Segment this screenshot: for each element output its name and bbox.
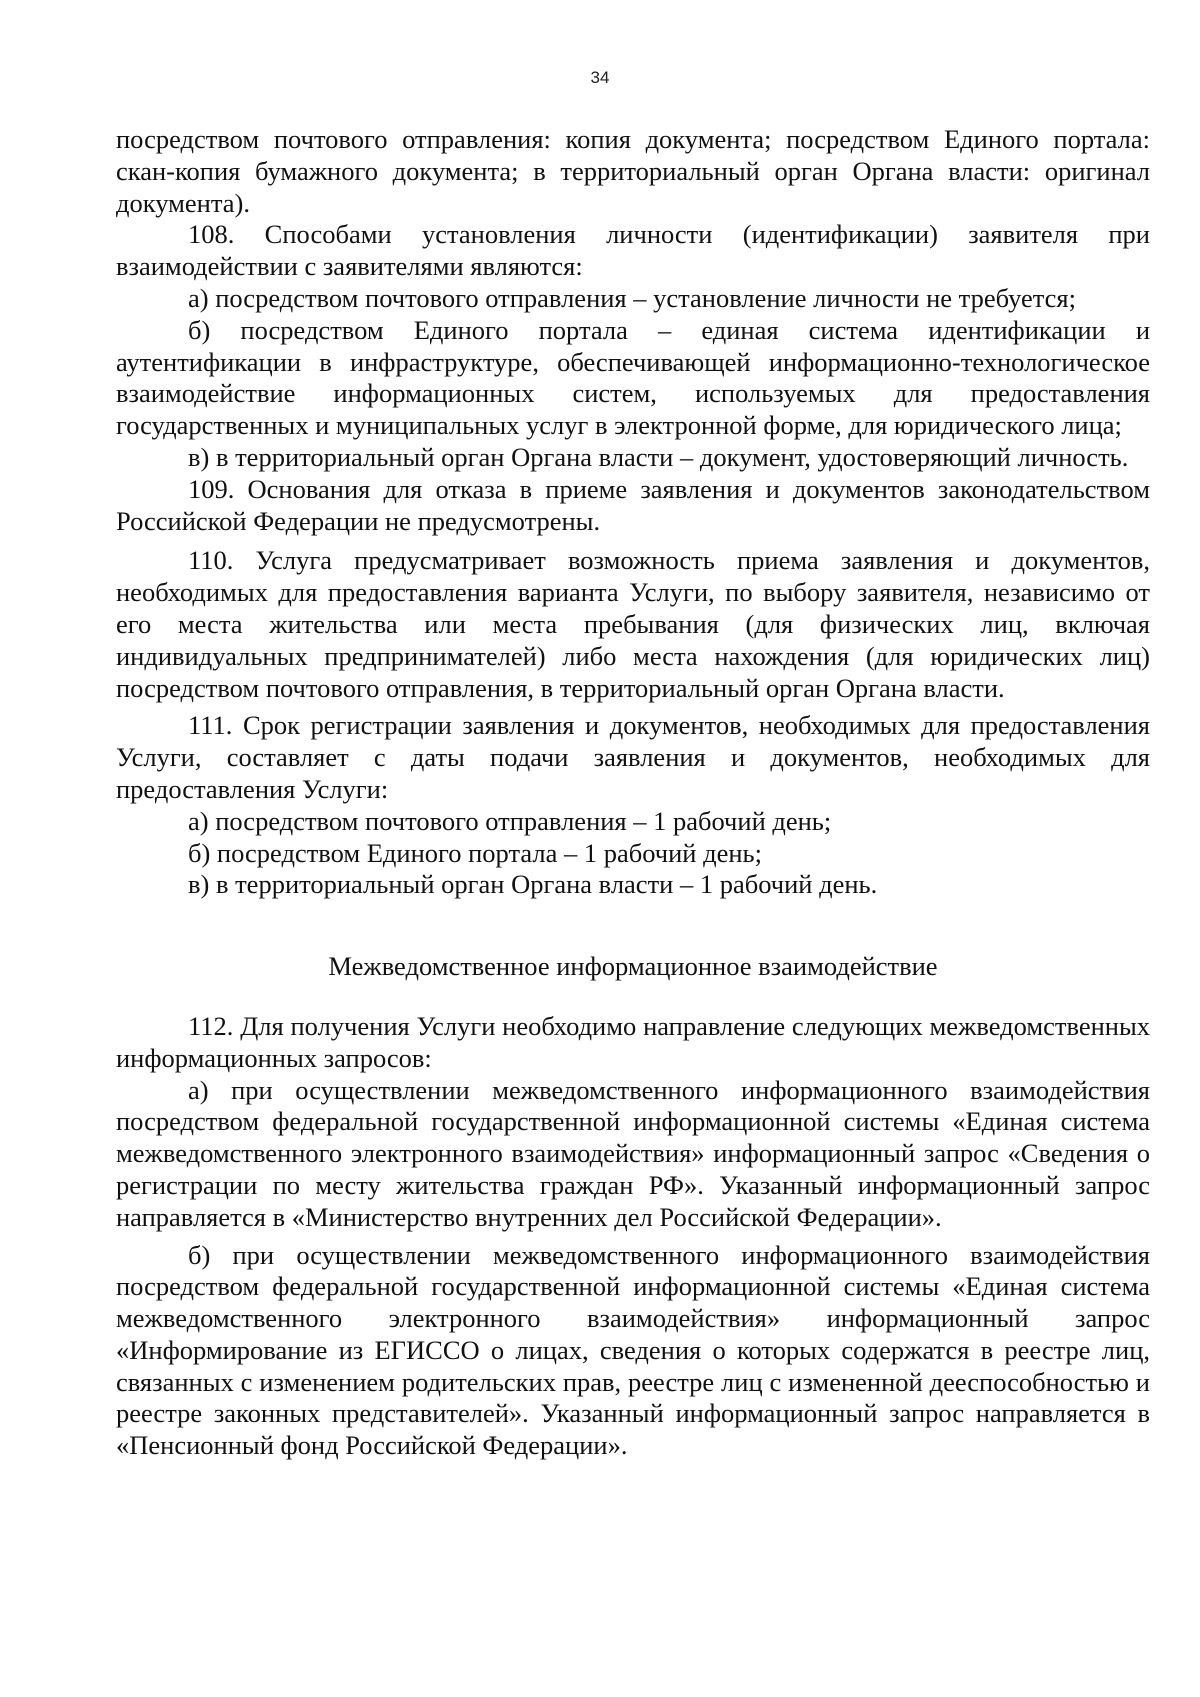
paragraph-112-a: а) при осуществлении межведомственного информационного взаимодействия посредством федеральной государственной информационной системы «Единая система межведомственного электронного взаимодействия» информационный запрос «Сведения о регистрации по месту жительства граждан РФ». Указанный информационный запрос направляется в «Министерство внутренних дел Российской Федерации». (116, 1074, 1150, 1232)
paragraph-108-a: а) посредством почтового отправления – установление личности не требуется; (188, 282, 1076, 313)
page-number: 34 (590, 68, 610, 87)
paragraph-111-b: б) посредством Единого портала – 1 рабочий день; (188, 837, 762, 868)
paragraph-108: 108. Способами установления личности (идентификации) заявителя при взаимодействии с заявителями являются: (116, 219, 1150, 282)
paragraph-112: 112. Для получения Услуги необходимо направление следующих межведомственных информационных запросов: (116, 1010, 1150, 1073)
paragraph-continuation: посредством почтового отправления: копия документа; посредством Единого портала: скан-копия бумажного документа; в территориальный орган Органа власти: оригинал документа). (116, 124, 1150, 218)
paragraph-108-b: б) посредством Единого портала – единая система идентификации и аутентификации в инфраструктуре, обеспечивающей информационно-технологическое взаимодействие информационных систем, используемых для предоставления государственных и муниципальных услуг в электронной форме, для юридического лица; (116, 314, 1150, 441)
paragraph-111: 111. Срок регистрации заявления и документов, необходимых для предоставления Услуги, составляет с даты подачи заявления и документов, необходимых для предоставления Услуги: (116, 710, 1150, 804)
paragraph-110: 110. Услуга предусматривает возможность приема заявления и документов, необходимых для предоставления варианта Услуги, по выбору заявителя, независимо от его места жительства или места пребывания (для физических лиц, включая индивидуальных предпринимателей) либо места нахождения (для юридических лиц) посредством почтового отправления, в территориальный орган Органа власти. (116, 545, 1150, 703)
paragraph-111-a: а) посредством почтового отправления – 1 рабочий день; (188, 805, 832, 836)
document-body (116, 124, 1150, 1462)
paragraph-108-v: в) в территориальный орган Органа власти – документ, удостоверяющий личность. (188, 441, 1129, 472)
section-heading: Межведомственное информационное взаимодействие (328, 951, 938, 982)
paragraph-109: 109. Основания для отказа в приеме заявления и документов законодательством Российской Федерации не предусмотрены. (116, 473, 1150, 536)
paragraph-112-b: б) при осуществлении межведомственного информационного взаимодействия посредством федеральной государственной информационной системы «Единая система межведомственного электронного взаимодействия» информационный запрос «Информирование из ЕГИССО о лицах, сведения о которых содержатся в реестре лиц, связанных с изменением родительских прав, реестре лиц с измененной дееспособностью и реестре законных представителей». Указанный информационный запрос направляется в «Пенсионный фонд Российской Федерации». (116, 1239, 1150, 1461)
paragraph-111-v: в) в территориальный орган Органа власти – 1 рабочий день. (188, 869, 878, 900)
